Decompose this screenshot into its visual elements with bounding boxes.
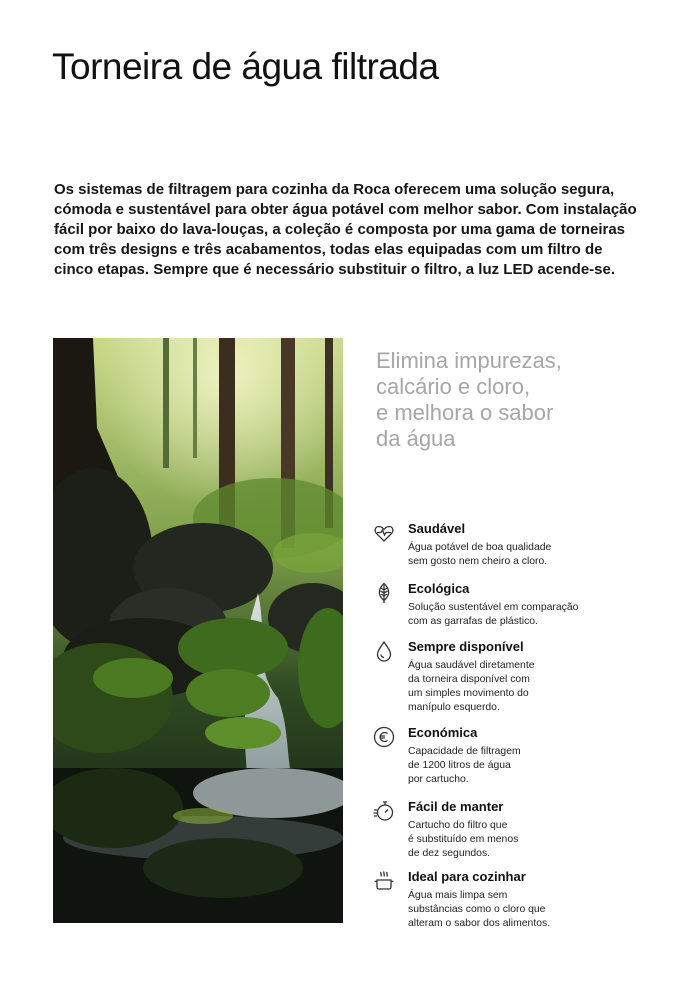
- tagline-line: Elimina impurezas,: [376, 348, 562, 373]
- feature-description: [408, 819, 678, 861]
- feature-title: Sempre disponível: [408, 639, 524, 654]
- tagline-line: e melhora o sabor: [376, 400, 554, 425]
- feature-line: por cartucho.: [408, 774, 469, 785]
- feature-title: Saudável: [408, 521, 466, 536]
- feature-title: Económica: [408, 725, 478, 740]
- feature-line: de dez segundos.: [408, 848, 491, 859]
- heart-pulse-icon: [372, 521, 396, 545]
- feature-line: com as garrafas de plástico.: [408, 616, 538, 627]
- feature-line: um simples movimento do: [408, 688, 529, 699]
- feature-line: Água mais limpa sem: [408, 890, 508, 901]
- feature-line: substâncias como o cloro que: [408, 904, 546, 915]
- intro-line: cómoda e sustentável para obter água potável com melhor sabor. Com instalação: [54, 201, 637, 218]
- feature-line: manípulo esquerdo.: [408, 702, 500, 713]
- intro-line: fácil por baixo do lava-louças, a coleção é composta por uma gama de torneiras: [54, 221, 626, 238]
- feature-line: Cartucho do filtro que: [408, 820, 508, 831]
- intro-line: com três designs e três acabamentos, todas elas equipadas com um filtro de: [54, 241, 603, 258]
- feature-line: Água saudável diretamente: [408, 660, 535, 671]
- tagline-line: calcário e cloro,: [376, 374, 531, 399]
- leaf-icon: [372, 581, 396, 605]
- feature-line: da torneira disponível com: [408, 674, 530, 685]
- feature-description: [408, 659, 678, 715]
- feature-line: Solução sustentável em comparação: [408, 602, 579, 613]
- feature-description: [408, 601, 678, 629]
- forest-stream-photo: [53, 338, 343, 923]
- feature-description: [408, 745, 678, 787]
- feature-line: de 1200 litros de água: [408, 760, 511, 771]
- tagline: [376, 348, 676, 452]
- cooking-pot-icon: [372, 869, 396, 893]
- feature-description: [408, 541, 678, 569]
- feature-title: Fácil de manter: [408, 799, 504, 814]
- feature-title: Ideal para cozinhar: [408, 869, 526, 884]
- tagline-line: da água: [376, 426, 456, 451]
- feature-line: é substituído em menos: [408, 834, 519, 845]
- euro-coin-icon: [372, 725, 396, 749]
- feature-line: Capacidade de filtragem: [408, 746, 521, 757]
- intro-line: Os sistemas de filtragem para cozinha da Roca oferecem uma solução segura,: [54, 181, 615, 198]
- intro-line: cinco etapas. Sempre que é necessário substituir o filtro, a luz LED acende-se.: [54, 261, 616, 278]
- timer-icon: [372, 799, 396, 823]
- feature-line: alteram o sabor dos alimentos.: [408, 918, 551, 929]
- feature-line: sem gosto nem cheiro a cloro.: [408, 556, 548, 567]
- page-title: Torneira de água filtrada: [52, 46, 439, 87]
- water-drop-icon: [372, 639, 396, 663]
- feature-line: Água potável de boa qualidade: [408, 542, 552, 553]
- feature-description: [408, 889, 678, 931]
- feature-title: Ecológica: [408, 581, 470, 596]
- intro-paragraph: [54, 180, 654, 280]
